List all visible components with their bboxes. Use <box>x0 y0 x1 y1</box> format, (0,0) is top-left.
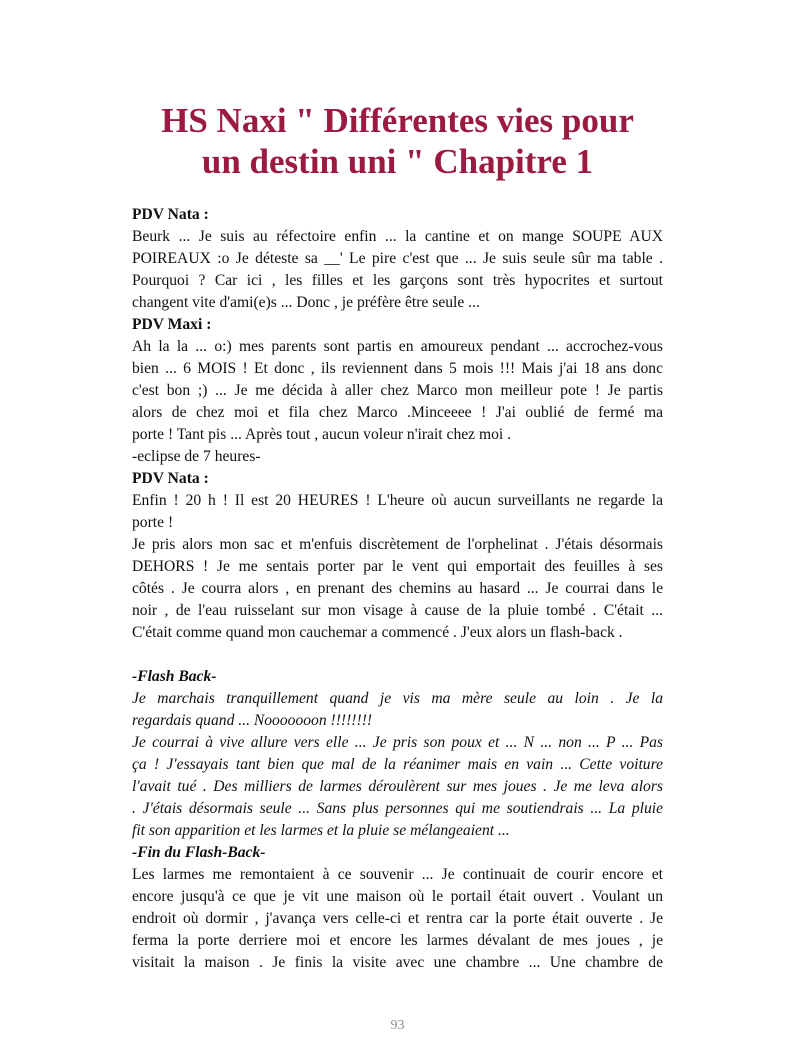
text-line: porte ! Tant pis ... Après tout , aucun voleur n'irait chez moi . <box>132 426 512 443</box>
text-line: Je pris alors mon sac et m'enfuis discrètement de l'orphelinat . J'étais désormais <box>132 536 663 553</box>
section-heading <box>132 468 663 490</box>
text-line: Je marchais tranquillement quand je vis ma mère seule au loin . Je la <box>132 690 663 707</box>
text-line: endroit où dormir , j'avança vers celle-ci et rentra car la porte était ouverte . Je <box>132 910 663 927</box>
page-title <box>0 100 795 182</box>
text-line: ça ! J'essayais tant bien que mal de la réanimer mais en vain ... Cette voiture <box>132 756 663 773</box>
text-line: . J'étais désormais seule ... Sans plus personnes qui me soutiendrais ... La pluie <box>132 800 663 817</box>
page-number: 93 <box>390 1018 405 1033</box>
text-line: porte ! <box>132 514 174 531</box>
text-line: POIREAUX :o Je déteste sa __' Le pire c'est que ... Je suis seule sûr ma table . <box>132 250 663 267</box>
text-line: visitait la maison . Je finis la visite avec une chambre ... Une chambre de <box>132 954 663 971</box>
blank-line <box>132 644 663 666</box>
text-line: ferma la porte derriere moi et encore les larmes dévalant de mes joues , je <box>132 932 663 949</box>
text-line: regardais quand ... Nooooooon !!!!!!!! <box>132 712 373 729</box>
text-line: PDV Nata : <box>132 206 209 223</box>
paragraph <box>132 842 663 864</box>
document-body <box>132 204 663 974</box>
paragraph <box>132 864 663 974</box>
section-heading <box>132 314 663 336</box>
text-line: Les larmes me remontaient à ce souvenir ... Je continuait de courir encore et <box>132 866 663 883</box>
paragraph <box>132 336 663 446</box>
text-line: Ah la la ... o:) mes parents sont partis en amoureux pendant ... accrochez-vous <box>132 338 663 355</box>
paragraph <box>132 666 663 688</box>
text-line: PDV Maxi : <box>132 316 212 333</box>
text-line: l'avait tué . Des milliers de larmes déroulèrent sur mes joues . Je me leva alors <box>132 778 663 795</box>
paragraph <box>132 688 663 732</box>
text-line: -Fin du Flash-Back- <box>132 844 266 861</box>
text-line: bien ... 6 MOIS ! Et donc , ils reviennent dans 5 mois !!! Mais j'ai 18 ans donc <box>132 360 663 377</box>
paragraph <box>132 534 663 644</box>
paragraph <box>132 732 663 842</box>
text-line: C'était comme quand mon cauchemar a commencé . J'eux alors un flash-back . <box>132 624 623 641</box>
text-line: côtés . Je courra alors , en prenant des chemins au hasard ... Je courrai dans le <box>132 580 663 597</box>
text-line: noir , de l'eau ruisselant sur mon visage à cause de la pluie tombé . C'était ... <box>132 602 663 619</box>
text-line: changent vite d'ami(e)s ... Donc , je préfère être seule ... <box>132 294 480 311</box>
title-line: un destin uni " Chapitre 1 <box>201 142 594 181</box>
text-line: -Flash Back- <box>132 668 217 685</box>
text-line: -eclipse de 7 heures- <box>132 448 261 465</box>
paragraph <box>132 226 663 314</box>
paragraph <box>132 446 663 468</box>
text-line: Je courrai à vive allure vers elle ... Je pris son poux et ... N ... non ... P ... Pas <box>132 734 663 751</box>
section-heading <box>132 204 663 226</box>
text-line: encore jusqu'à ce que je vit une maison où le portail était ouvert . Voulant un <box>132 888 663 905</box>
text-line: fit son apparition et les larmes et la pluie se mélangeaient ... <box>132 822 510 839</box>
paragraph <box>132 490 663 534</box>
text-line: PDV Nata : <box>132 470 209 487</box>
text-line: Pourquoi ? Car ici , les filles et les garçons sont très hypocrites et surtout <box>132 272 663 289</box>
text-line: Enfin ! 20 h ! Il est 20 HEURES ! L'heure où aucun surveillants ne regarde la <box>132 492 663 509</box>
text-line: alors de chez moi et fila chez Marco .Minceeee ! J'ai oublié de fermé ma <box>132 404 663 421</box>
text-line: DEHORS ! Je me sentais porter par le vent qui emportait des feuilles à ses <box>132 558 663 575</box>
text-line: Beurk ... Je suis au réfectoire enfin ... la cantine et on mange SOUPE AUX <box>132 228 663 245</box>
text-line: c'est bon ;) ... Je me décida à aller chez Marco mon meilleur pote ! Je partis <box>132 382 663 399</box>
text-line <box>132 644 663 666</box>
title-line: HS Naxi " Différentes vies pour <box>161 101 634 140</box>
